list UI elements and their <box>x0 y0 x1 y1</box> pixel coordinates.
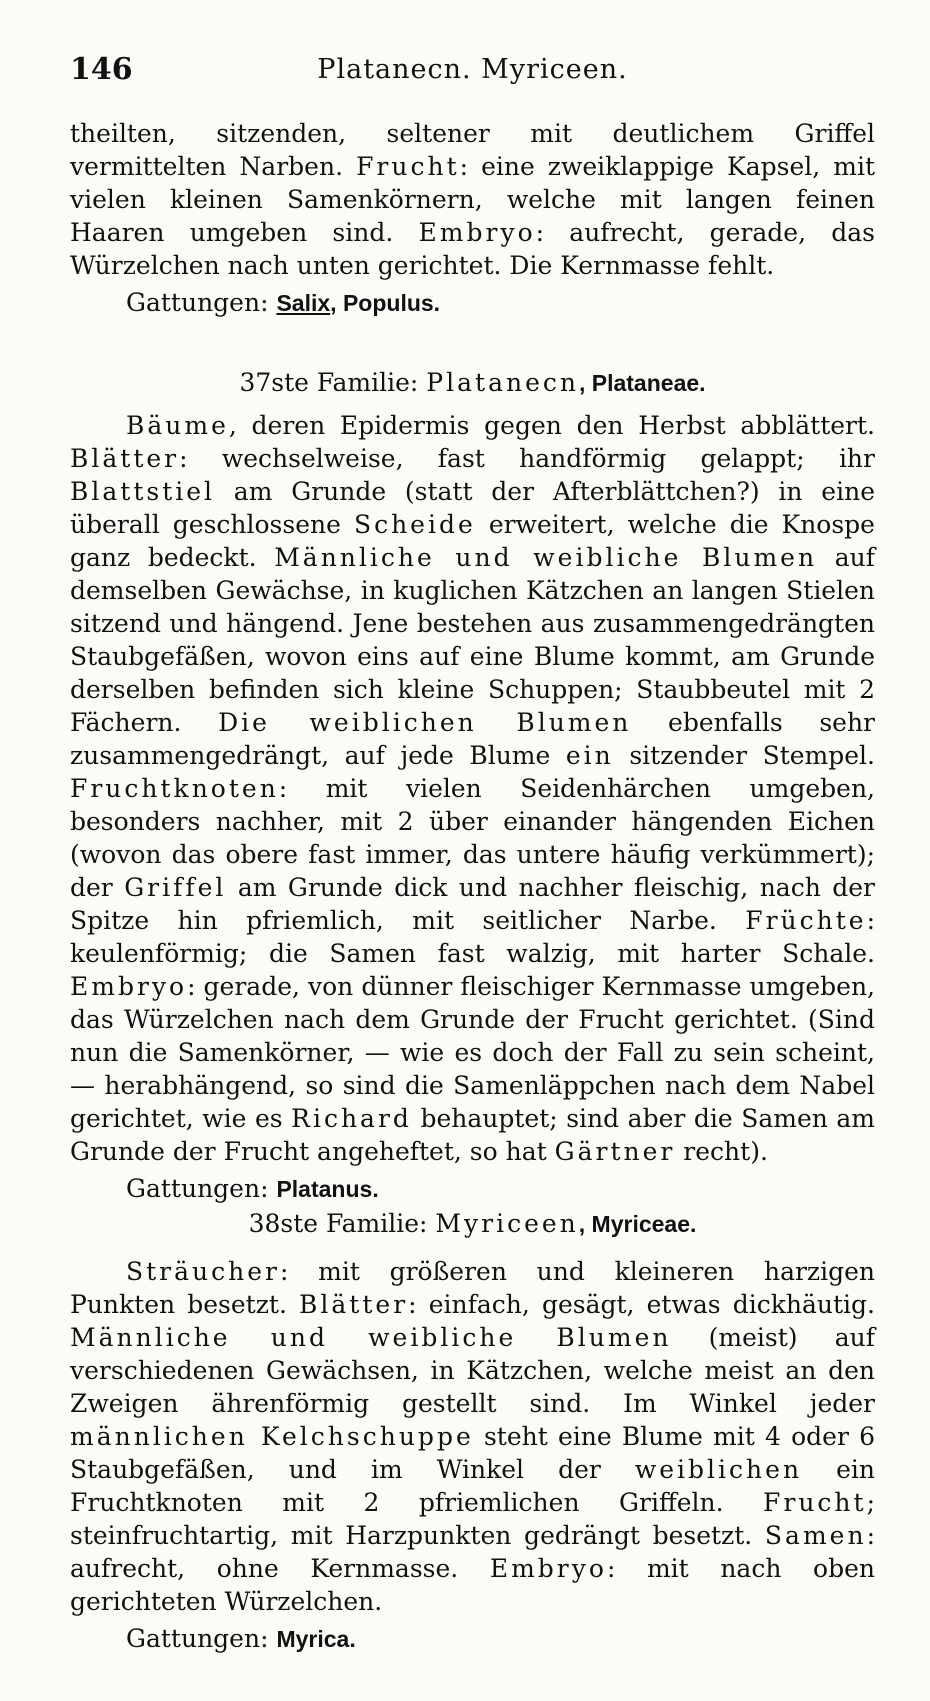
salicineae-continuation <box>70 117 875 320</box>
family-37-genera: Gattungen: Platanus. <box>126 1174 379 1203</box>
term-frucht: Frucht <box>356 152 460 181</box>
page-number: 146 <box>70 52 133 87</box>
family-38-german-name: Myriceen <box>435 1209 579 1238</box>
genus-populus: , Populus. <box>330 290 441 316</box>
family-38-latin-name: , Myriceae. <box>578 1211 697 1237</box>
family-37-german-name: Platanecn <box>426 368 579 397</box>
genus-platanus: Platanus. <box>276 1176 379 1202</box>
running-title: Platanecn. Myriceen. <box>317 54 628 85</box>
salicineae-description: theilten, sitzenden, seltener mit deutlichem Griffel vermittelten Narben. Frucht: eine zweiklappige Kapsel, mit vielen kleinen Samenkörnern, welche mit langen feinen Haaren umgeben sind. Embryo: aufrecht, gerade, das Würzelchen nach unten gerichtet. Die Kernmasse fehlt. <box>70 119 875 280</box>
family-37-body <box>70 409 875 1206</box>
genus-myrica: Myrica. <box>276 1626 356 1652</box>
family-38-body <box>70 1255 875 1656</box>
page-header <box>70 52 875 96</box>
salicineae-genera: Gattungen: Salix, Populus. <box>126 288 441 317</box>
family-38-description: Sträucher: mit größeren und kleineren harzigen Punkten besetzt. Blätter: einfach, gesägt, etwas dickhäutig. Männliche und weibliche Blumen (meist) auf verschiedenen Gewächsen, in Kätzchen, welche meist an den Zweigen ährenförmig gestellt sind. Im Winkel jeder männlichen Kelchschuppe steht eine Blume mit 4 oder 6 Staubgefäßen, und im Winkel der weiblichen ein Fruchtknoten mit 2 pfriemlichen Griffeln. Frucht; steinfruchtartig, mit Harzpunkten gedrängt besetzt. Samen: aufrecht, ohne Kernmasse. Embryo: mit nach oben gerichteten Würzelchen. <box>70 1257 876 1616</box>
family-37-description: Bäume, deren Epidermis gegen den Herbst abblättert. Blätter: wechselweise, fast handförmig gelappt; ihr Blattstiel am Grunde (statt der Afterblättchen?) in eine überall geschlossene Scheide erweitert, welche die Knospe ganz bedeckt. Männliche und weibliche Blumen auf demselben Gewächse, in kuglichen Kätzchen an langen Stielen sitzend und hängend. Jene bestehen aus zusammengedrängten Staubgefäßen, wovon eins auf eine Blume kommt, am Grunde derselben befinden sich kleine Schuppen; Staubbeutel mit 2 Fächern. Die weiblichen Blumen ebenfalls sehr zusammengedrängt, auf jede Blume ein sitzender Stempel. Fruchtknoten: mit vielen Seidenhärchen umgeben, besonders nachher, mit 2 über einander hängenden Eichen (wovon das obere fast immer, das untere häufig verkümmert); der Griffel am Grunde dick und nachher fleischig, nach der Spitze hin pfriemlich, mit seitlicher Narbe. Früchte: keulenförmig; die Samen fast walzig, mit harter Schale. Embryo: gerade, von dünner fleischiger Kernmasse umgeben, das Würzelchen nach dem Grunde der Frucht gerichtet. (Sind nun die Samenkörner, — wie es doch der Fall zu sein scheint, — herabhängend, so sind die Samenläppchen nach dem Nabel gerichtet, wie es Richard behauptet; sind aber die Samen am Grunde der Frucht angeheftet, so hat Gärtner recht). <box>70 411 875 1166</box>
genus-salix: Salix <box>276 290 331 316</box>
family-37-latin-name: , Plataneae. <box>578 370 706 396</box>
family-38-genera: Gattungen: Myrica. <box>126 1624 356 1653</box>
family-37-heading: 37ste Familie: Platanecn, Plataneae. <box>239 368 706 397</box>
term-embryo: Embryo <box>418 218 536 247</box>
family-38-heading: 38ste Familie: Myriceen, Myriceae. <box>248 1209 697 1238</box>
